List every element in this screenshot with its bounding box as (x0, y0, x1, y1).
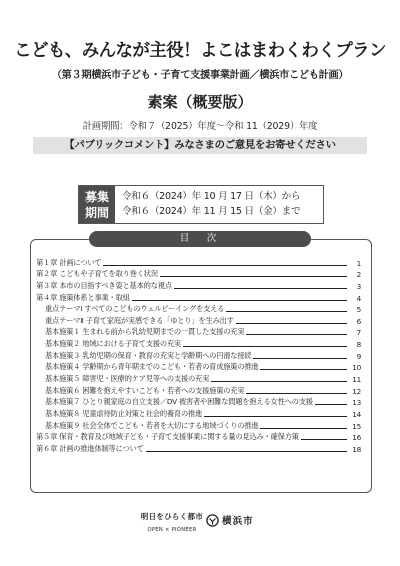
document-title: こども、みんなが主役！よこはまわくわくプラン (14, 41, 386, 61)
toc-entry-page: 15 (352, 421, 361, 431)
toc-entry-page: 11 (352, 375, 361, 385)
draft-label: 素案（概要版） (147, 93, 253, 111)
toc-entry (36, 442, 361, 454)
toc-entry-page: 4 (356, 293, 361, 303)
toc-leader-line (226, 311, 347, 312)
public-comment-banner: 【パブリックコメント】みなさまのご意見をお寄せください (33, 137, 367, 154)
city-slogan-logo (140, 511, 204, 533)
toc-entry-title: 重点テーマⅠ すべてのこどものウェルビーイングを支える (45, 304, 225, 314)
document-subtitle: （第３期横浜市子ども・子育て支援事業計画／横浜市こども計画） (51, 70, 349, 81)
toc-leader-line (246, 334, 347, 335)
recruitment-label-line2: 期間 (84, 205, 109, 220)
toc-entry-title: 基本施策１ 生まれる前から乳幼児期までの一貫した支援の充実 (45, 327, 245, 337)
toc-entry (36, 326, 361, 338)
toc-leader-line (253, 358, 347, 359)
toc-leader-line (132, 300, 347, 301)
toc-entry (36, 256, 361, 268)
toc-leader-line (301, 439, 347, 440)
toc-entry-title: 第２章 こどもや子育てを取り巻く状況 (36, 269, 158, 279)
toc-entry-page: 10 (352, 363, 361, 373)
toc-entry-title: 基本施策５ 障害児・医療的ケア児等への支援の充実 (45, 374, 210, 384)
yokohama-city-seal-icon (206, 514, 219, 527)
toc-entry (36, 349, 361, 361)
toc-entry (36, 372, 361, 384)
toc-leader-line (204, 416, 347, 417)
toc-entry-page: 3 (356, 281, 361, 291)
toc-leader-line (260, 428, 347, 429)
table-of-contents-list (36, 256, 361, 454)
recruitment-period-box (78, 185, 324, 224)
toc-entry-page: 12 (352, 386, 361, 396)
toc-entry (36, 361, 361, 373)
toc-leader-line (103, 265, 347, 266)
toc-entry-title: 第１章 計画について (36, 257, 102, 267)
toc-entry-page: 9 (356, 351, 361, 361)
recruitment-label-line1: 募集 (84, 189, 109, 204)
toc-leader-line (260, 369, 347, 370)
toc-leader-line (160, 276, 347, 277)
toc-entry (36, 279, 361, 291)
recruitment-period-label (79, 186, 115, 223)
toc-entry-page: 5 (356, 305, 361, 315)
toc-entry-title: 第３章 本市の目指すべき姿と基本的な視点 (36, 280, 172, 290)
toc-entry (36, 268, 361, 280)
slogan-english: OPEN × PIONEER (147, 527, 197, 533)
toc-entry-page: 2 (356, 270, 361, 280)
toc-leader-line (146, 451, 347, 452)
toc-entry-title: 基本施策６ 困難を抱えやすいこども・若者への支援施策の充実 (45, 385, 245, 395)
toc-entry-title: 基本施策３ 乳幼児期の保育・教育の充実と学齢期への円滑な接続 (45, 350, 252, 360)
toc-leader-line (246, 393, 347, 394)
toc-entry (36, 314, 361, 326)
toc-leader-line (315, 404, 347, 405)
toc-entry-title: 第４章 施策体系と事業・取組 (36, 292, 130, 302)
city-name: 横浜市 (222, 516, 254, 527)
toc-entry-page: 16 (352, 433, 361, 443)
toc-entry (36, 337, 361, 349)
toc-entry (36, 419, 361, 431)
toc-entry (36, 291, 361, 303)
toc-entry (36, 396, 361, 408)
toc-entry-title: 重点テーマⅡ 子育て家庭が実感できる「ゆとり」を生み出す (45, 315, 234, 325)
toc-leader-line (236, 323, 347, 324)
toc-entry-title: 第５章 保育・教育及び地域子ども・子育て支援事業に関する量の見込み・確保方策 (36, 432, 299, 442)
toc-entry-page: 8 (356, 340, 361, 350)
recruitment-dates (122, 189, 320, 219)
toc-entry-page: 14 (352, 409, 361, 419)
toc-leader-line (183, 346, 347, 347)
toc-leader-line (174, 288, 347, 289)
recruitment-start-date: 令和６（2024）年 10 月 17 日（木）から (122, 191, 301, 202)
toc-entry-page: 6 (356, 316, 361, 326)
toc-entry-page: 1 (356, 258, 361, 268)
toc-entry-page: 7 (356, 328, 361, 338)
table-of-contents-heading: 目 次 (89, 231, 311, 247)
toc-entry-title: 第６章 計画の推進体制等について (36, 443, 144, 453)
toc-entry-page: 18 (352, 444, 361, 454)
slogan-text: 明日をひらく都市 (140, 512, 204, 521)
toc-entry-title: 基本施策７ ひとり親家庭の自立支援／DV 被害者や困難な問題を抱える女性への支援 (45, 397, 313, 407)
toc-entry-page: 13 (352, 398, 361, 408)
toc-entry (36, 431, 361, 443)
toc-entry (36, 407, 361, 419)
toc-entry-title: 基本施策９ 社会全体でこども・若者を大切にする地域づくりの推進 (45, 420, 259, 430)
toc-entry-title: 基本施策２ 地域における子育て支援の充実 (45, 339, 181, 349)
toc-entry (36, 384, 361, 396)
toc-leader-line (211, 381, 347, 382)
plan-period: 計画期間：令和７（2025）年度〜令和 11（2029）年度 (82, 121, 318, 132)
toc-entry-title: 基本施策４ 学齢期から青年期までのこども・若者の育成施策の推進 (45, 362, 259, 372)
recruitment-end-date: 令和６（2024）年 11 月 15 日（金）まで (122, 206, 301, 217)
toc-entry (36, 303, 361, 315)
toc-entry-title: 基本施策８ 児童虐待防止対策と社会的養育の推進 (45, 408, 203, 418)
